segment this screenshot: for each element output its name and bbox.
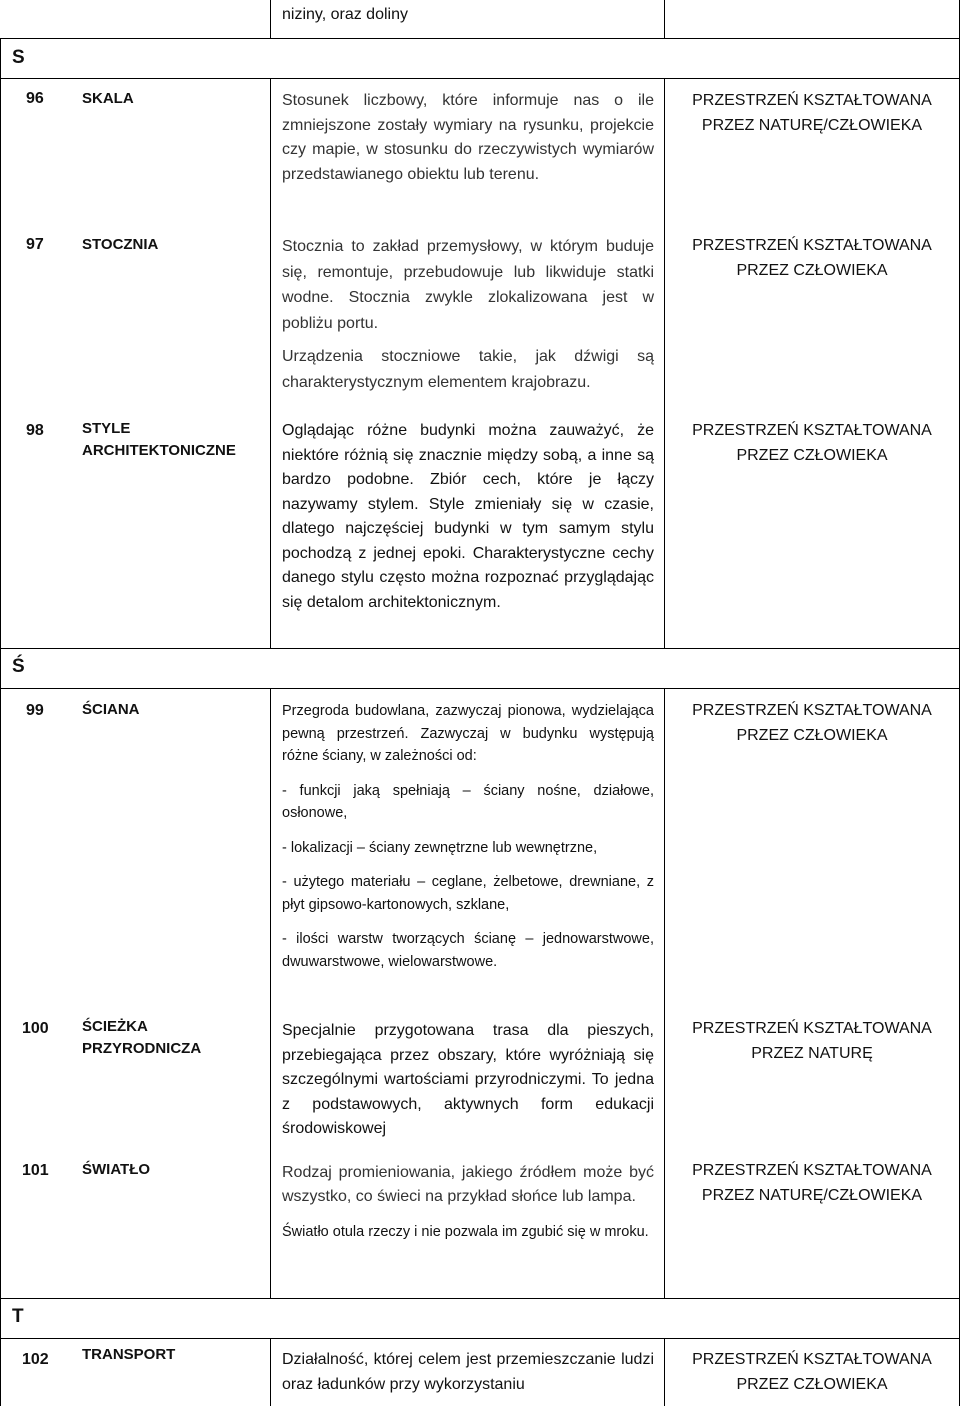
entry-description: Działalność, której celem jest przemieszczanie ludzi oraz ładunków przy wykorzystaniu bbox=[282, 1351, 654, 1393]
entry-category: PRZESTRZEŃ KSZTAŁTOWANA PRZEZ CZŁOWIEKA bbox=[692, 1351, 932, 1393]
row-divider bbox=[0, 648, 960, 649]
column-divider bbox=[270, 0, 271, 38]
entry-description: Stocznia to zakład przemysłowy, w którym buduje się, remontuje, przebudowuje lub likwiduje statki wodne. Stocznia zwykle zlokalizowana jest w pobliżu portu. Urządzenia stoczniowe takie, jak dźwigi są charakterystycznym elementem krajobrazu. bbox=[282, 238, 654, 391]
row-divider bbox=[0, 38, 960, 39]
entry-category: PRZESTRZEŃ KSZTAŁTOWANA PRZEZ NATURĘ/CZŁOWIEKA bbox=[692, 1162, 932, 1204]
column-divider bbox=[0, 38, 1, 1406]
entry-term: ŚWIATŁO bbox=[82, 1161, 151, 1178]
column-divider bbox=[270, 78, 271, 648]
column-divider bbox=[270, 1338, 271, 1406]
entry-category: PRZESTRZEŃ KSZTAŁTOWANA PRZEZ CZŁOWIEKA bbox=[692, 422, 932, 464]
column-divider bbox=[664, 688, 665, 1298]
entry-number: 100 bbox=[22, 1020, 49, 1037]
row-divider bbox=[0, 1298, 960, 1299]
section-letter-s: S bbox=[12, 47, 25, 68]
entry-description: Oglądając różne budynki można zauważyć, że niektóre różnią się znacznie między sobą, a inne są bardzo podobne. Zbiór cech, które je łączy nazywamy stylem. Style zmieniały się w czasie, dlatego najczęściej budynki w tym samym stylu pochodzą z jednej epoki. Charakterystyczne cechy danego stylu często można rozpoznać przyglądając się detalom architektonicznym. bbox=[282, 422, 654, 611]
column-divider bbox=[664, 78, 665, 648]
entry-term: ŚCIEŻKA PRZYRODNICZA bbox=[82, 1018, 202, 1057]
entry-term: STOCZNIA bbox=[82, 236, 159, 253]
entry-description: Specjalnie przygotowana trasa dla pieszych, przebiegająca przez obszary, które wyróżniają się szczególnymi wartościami przyrodniczymi. To jedna z podstawowych, aktywnych form edukacji środowiskowej bbox=[282, 1022, 654, 1137]
entry-category: PRZESTRZEŃ KSZTAŁTOWANA PRZEZ CZŁOWIEKA bbox=[692, 702, 932, 744]
entry-number: 96 bbox=[26, 90, 44, 107]
entry-number: 98 bbox=[26, 422, 44, 439]
entry-description: Przegroda budowlana, zazwyczaj pionowa, wydzielająca pewną przestrzeń. Zazwyczaj w budynku występują różne ściany, w zależności od: - funkcji jaką spełniają – ściany nośne, działowe, osłonowe, - lokalizacji – ściany zewnętrzne lub wewnętrzne, - użytego materiału – ceglane, żelbetowe, drewniane, z płyt gipsowo-kartonowych, szklane, - ilości warstw tworzących ścianę – jednowarstwowe, dwuwarstwowe, wielowarstwowe. bbox=[282, 703, 654, 970]
continued-description: niziny, oraz doliny bbox=[282, 6, 408, 23]
entry-term: ŚCIANA bbox=[82, 701, 140, 718]
entry-number: 102 bbox=[22, 1351, 49, 1368]
column-divider bbox=[270, 688, 271, 1298]
row-divider bbox=[0, 1338, 960, 1339]
entry-number: 99 bbox=[26, 702, 44, 719]
section-letter-s-acute: Ś bbox=[12, 656, 25, 677]
entry-category: PRZESTRZEŃ KSZTAŁTOWANA PRZEZ NATURĘ bbox=[692, 1020, 932, 1062]
column-divider bbox=[664, 1338, 665, 1406]
column-divider bbox=[664, 0, 665, 38]
row-divider bbox=[0, 688, 960, 689]
entry-number: 97 bbox=[26, 236, 44, 253]
entry-term: STYLE ARCHITEKTONICZNE bbox=[82, 420, 236, 459]
entry-term: TRANSPORT bbox=[82, 1346, 176, 1363]
entry-description: Rodzaj promieniowania, jakiego źródłem może być wszystko, co świeci na przykład słońce lub lampa. Światło otula rzeczy i nie pozwala im zgubić się w mroku. bbox=[282, 1164, 654, 1240]
section-letter-t: T bbox=[12, 1306, 24, 1327]
entry-term: SKALA bbox=[82, 90, 134, 107]
entry-category: PRZESTRZEŃ KSZTAŁTOWANA PRZEZ NATURĘ/CZŁOWIEKA bbox=[692, 92, 932, 134]
entry-category: PRZESTRZEŃ KSZTAŁTOWANA PRZEZ CZŁOWIEKA bbox=[692, 237, 932, 279]
entry-number: 101 bbox=[22, 1162, 49, 1179]
row-divider bbox=[0, 78, 960, 79]
entry-description: Stosunek liczbowy, które informuje nas o ile zmniejszone zostały wymiary na rysunku, projekcie czy mapie, w stosunku do rzeczywistych wymiarów przedstawianego obiektu lub terenu. bbox=[282, 92, 654, 183]
